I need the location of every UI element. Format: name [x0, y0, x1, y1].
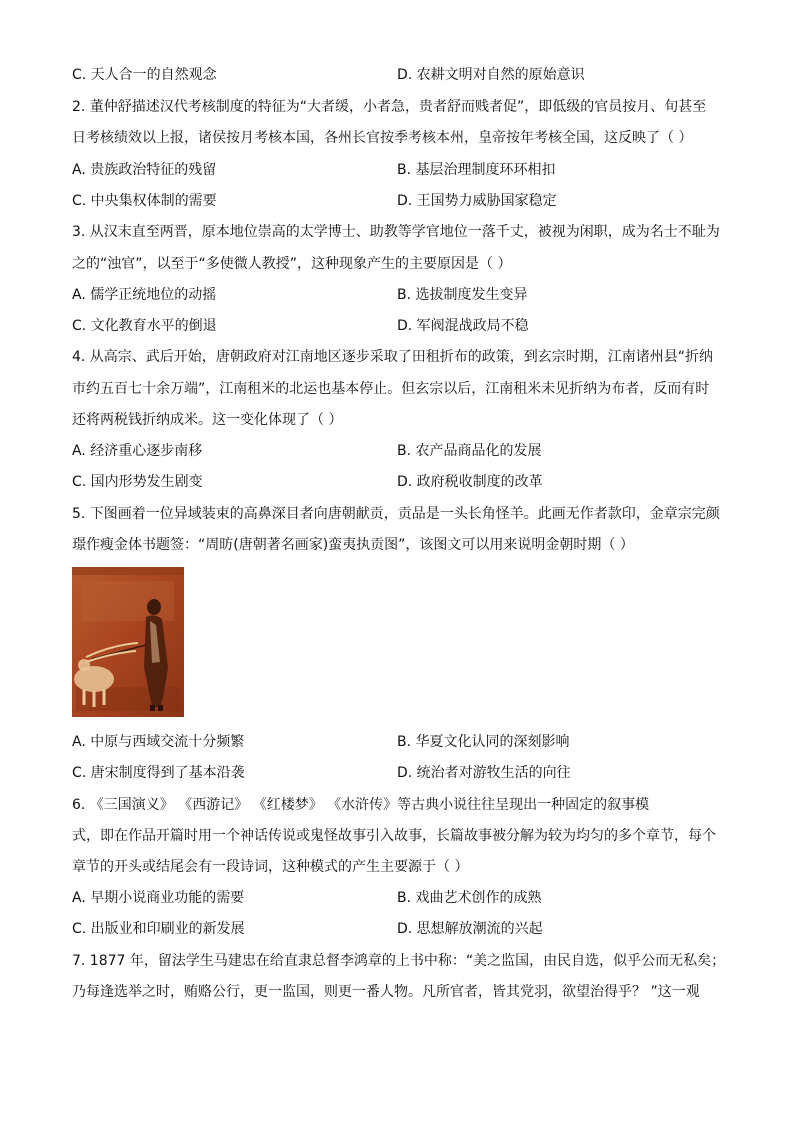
q6-options-row-cd	[72, 919, 722, 939]
q6-options-row-ab	[72, 888, 722, 908]
q2-options-row-ab	[72, 160, 722, 180]
q2-option-c: C. 中央集权体制的需要	[72, 193, 217, 209]
q2-options-row-cd	[72, 191, 722, 211]
tribute-painting-svg	[72, 567, 184, 717]
q4-option-d: D. 政府税收制度的改革	[397, 474, 543, 490]
q3-stem-line-1: 3. 从汉末直至两晋，原本地位崇高的太学博士、助教等学官地位一落千丈，被视为闲职，成为名士不耻为	[72, 224, 720, 240]
q2-option-b: B. 基层治理制度环环相扣	[397, 162, 556, 178]
q5-stem-line-2: 璟作瘦金体书题签：“周昉(唐朝著名画家)蛮夷执贡图”，该图文可以用来说明金朝时期（ ）	[72, 537, 634, 553]
q6-option-d: D. 思想解放潮流的兴起	[397, 921, 543, 937]
q5-option-a: A. 中原与西域交流十分频繁	[72, 734, 245, 750]
q6-stem-line-1: 6. 《三国演义》 《西游记》 《红楼梦》 《水浒传》等古典小说往往呈现出一种固定的叙事模	[72, 797, 650, 813]
painting-top-band	[72, 567, 184, 575]
q7-stem-line-2: 乃每逢选举之时，贿赂公行，更一监国，则更一番人物。凡所官者，皆其党羽，欲望治得乎？ ”这一观	[72, 984, 700, 1000]
q5-options-row-cd	[72, 763, 722, 783]
q4-stem-line-2: 市约五百七十余万端”，江南租米的北运也基本停止。但玄宗以后，江南租米未见折纳为布者，反而有时	[72, 381, 710, 397]
q5-options-row-ab	[72, 732, 722, 752]
q2-stem-line-2: 日考核绩效以上报，诸侯按月考核本国，各州长官按季考核本州，皇帝按年考核全国，这反映了（ ）	[72, 130, 693, 146]
q3-option-a: A. 儒学正统地位的动摇	[72, 287, 217, 303]
q4-stem-line-1: 4. 从高宗、武后开始，唐朝政府对江南地区逐步采取了田租折布的政策，到玄宗时期，江南诸州县“折纳	[72, 349, 714, 365]
q2-stem-line-1: 2. 董仲舒描述汉代考核制度的特征为“大者缓，小者急，贵者舒而贱者促”，即低级的官员按月、旬甚至	[72, 99, 707, 115]
q1-options-row-cd	[72, 65, 722, 85]
painting-goat-head	[78, 659, 90, 671]
q2-option-d: D. 王国势力威胁国家稳定	[397, 193, 557, 209]
q6-option-c: C. 出版业和印刷业的新发展	[72, 921, 245, 937]
q3-option-c: C. 文化教育水平的倒退	[72, 318, 217, 334]
q6-stem-line-3: 章节的开头或结尾会有一段诗词，这种模式的产生主要源于（ ）	[72, 859, 469, 875]
q3-option-d: D. 军阀混战政局不稳	[397, 318, 529, 334]
q2-option-a: A. 贵族政治特征的残留	[72, 162, 217, 178]
q5-option-b: B. 华夏文化认同的深刻影响	[397, 734, 570, 750]
q4-option-a: A. 经济重心逐步南移	[72, 443, 203, 459]
q6-option-a: A. 早期小说商业功能的需要	[72, 890, 245, 906]
q4-options-row-ab	[72, 441, 722, 461]
q4-stem-line-3: 还将两税钱折纳成米。这一变化体现了（ ）	[72, 412, 343, 428]
q5-option-c: C. 唐宋制度得到了基本沿袭	[72, 765, 245, 781]
q5-stem-line-1: 5. 下图画着一位异域装束的高鼻深目者向唐朝献贡，贡品是一头长角怪羊。此画无作者款印，金章宗完颜	[72, 506, 720, 522]
painting-figure-foot-right	[158, 705, 163, 711]
q4-option-b: B. 农产品商品化的发展	[397, 443, 542, 459]
q3-stem-line-2: 之的“浊官”，以至于“多使微人教授”，这种现象产生的主要原因是（ ）	[72, 256, 512, 272]
q1-option-c: C. 天人合一的自然观念	[72, 67, 217, 83]
q3-options-row-ab	[72, 285, 722, 305]
painting-figure-head	[147, 599, 161, 615]
q3-option-b: B. 选拔制度发生变异	[397, 287, 528, 303]
q1-option-d: D. 农耕文明对自然的原始意识	[397, 67, 585, 83]
q3-options-row-cd	[72, 316, 722, 336]
painting-figure-foot-left	[150, 705, 155, 711]
q4-option-c: C. 国内形势发生剧变	[72, 474, 203, 490]
q6-option-b: B. 戏曲艺术创作的成熟	[397, 890, 542, 906]
q5-option-d: D. 统治者对游牧生活的向往	[397, 765, 571, 781]
q7-stem-line-1: 7. 1877 年，留法学生马建忠在给直隶总督李鸿章的上书中称：“美之监国，由民自选，似乎公而无私矣；	[72, 953, 726, 969]
tribute-painting-image	[72, 567, 184, 717]
painting-goat-body	[74, 666, 114, 692]
painting-texture-upper	[82, 581, 174, 621]
q6-stem-line-2: 式，即在作品开篇时用一个神话传说或鬼怪故事引入故事，长篇故事被分解为较为均匀的多个章节，每个	[72, 828, 716, 844]
q4-options-row-cd	[72, 472, 722, 492]
